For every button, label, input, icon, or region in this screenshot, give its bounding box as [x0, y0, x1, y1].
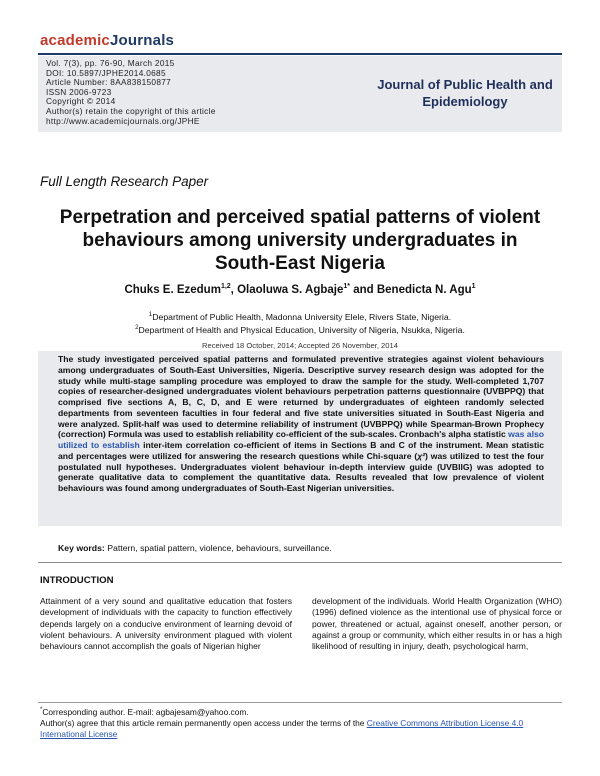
- affiliation: $^2$Department of Health and Physical Education, University of Nigeria, Nsukka, Nigeria.: [135, 324, 465, 335]
- footnote: [40, 705, 562, 740]
- abstract-text: The study investigated perceived spatial patterns and formulated preventive strategies against violent behaviours among undergraduates of South-East Universities, Nigeria. Descriptive survey research design was adopted for the study while multi-stage sampling procedure was employed to draw the sample for the study. Well-completed 1,707 copies of researcher-designed undergraduates violent behaviours perpetration patterns questionnaire (UVBPPQ) that comprised five sections A, B, C, D, and E were returned by undergraduates of eighteen randomly selected departments from seventeen faculties in four federal and five state universities situated in South-East Nigeria and were analyzed. Split-half was used to determine reliability of instrument (UVBPPQ) while Spearman-Brown Prophecy (correction) Formula was used to establish reliability co-efficient of the sub-scales. Cronbach's alpha statistic was also utilized to establish inter-item correlation co-efficient of items in Sections B and C of the instrument. Mean statistic and percentages were utilized for answering the research questions while Chi-square (χ²) was utilized to test the four postulated null hypotheses. Undergraduates violent behaviour in-depth interview guide (UVBIIG) was adopted to generate qualitative data to complement the quantitative data. Results revealed that low prevalence of violent behaviours was found among undergraduates of South-East Nigerian universities.: [58, 354, 544, 493]
- publisher-logo-part-b: Journals: [109, 32, 175, 49]
- paper-type: Full Length Research Paper: [40, 174, 209, 189]
- footnote-divider: [38, 702, 562, 703]
- highlighted-text[interactable]: was also utilized to establish: [58, 429, 544, 450]
- chi-square-symbol: χ²: [417, 450, 426, 461]
- keywords-text: Pattern, spatial pattern, violence, behaviours, surveillance.: [107, 543, 332, 553]
- body-column-left: Attainment of a very sound and qualitative education that fosters development of individuals with the capacity to function effectively depends largely on a conducive environment of learning devoid of violent behaviours. A university environment plagued with violent behaviours cannot accomplish the goals of Nigerian higher: [40, 596, 292, 652]
- affiliation: $^1$Department of Public Health, Madonna University Elele, Rivers State, Nigeria.: [148, 311, 452, 322]
- section-heading-introduction: INTRODUCTION: [40, 575, 114, 586]
- corresponding-author: *Corresponding author. E-mail: agbajesam@yahoo.com.: [40, 706, 249, 717]
- journal-name-line2: Epidemiology: [422, 94, 508, 109]
- title-line: South-East Nigeria: [215, 253, 385, 274]
- author-name: Olaoluwa S. Agbaje: [237, 283, 344, 296]
- license-note: Author(s) agree that this article remain permanently open access under the terms of the Creative Commons Attribution License 4.0 International License: [40, 717, 524, 739]
- meta-copyright: Copyright © 2014: [46, 96, 116, 107]
- journal-name-line1: Journal of Public Health and: [377, 77, 553, 92]
- journal-name: [370, 76, 560, 110]
- meta-doi: DOI: 10.5897/JPHE2014.0685: [46, 67, 166, 78]
- author-affil-sup: 1,2: [220, 283, 231, 290]
- keywords-divider: [38, 562, 562, 563]
- author-conjunction: and: [353, 283, 374, 296]
- header-rule: [38, 53, 562, 55]
- meta-volume: Vol. 7(3), pp. 76-90, March 2015: [46, 58, 175, 68]
- meta-rights: Author(s) retain the copyright of this article: [46, 105, 216, 116]
- body-column-right: development of the individuals. World Health Organization (WHO) (1996) defined violence as the intentional use of physical force or power, threatened or actual, against oneself, another person, or against a group or community, which either results in or has a high likelihood of resulting in injury, death, psychological harm,: [312, 596, 562, 652]
- meta-article-number: Article Number: 8AA838150877: [46, 77, 172, 88]
- meta-issn: ISSN 2006-9723: [46, 86, 112, 97]
- author-affil-sup: 1*: [343, 283, 350, 290]
- publisher-logo-part-a: academic: [40, 32, 110, 49]
- title-line: Perpetration and perceived spatial patterns of violent: [59, 207, 541, 228]
- meta-url[interactable]: http://www.academicjournals.org/JPHE: [46, 115, 200, 126]
- paper-title: [40, 206, 560, 275]
- license-link[interactable]: Creative Commons Attribution License 4.0 International License: [40, 717, 524, 739]
- title-line: behaviours among university undergraduates in: [82, 230, 518, 251]
- publisher-logo: [40, 32, 174, 49]
- keywords: [58, 543, 332, 553]
- author-name: Chuks E. Ezedum: [124, 283, 221, 296]
- author-name: Benedicta N. Agu: [376, 283, 472, 296]
- affiliations: [40, 310, 560, 336]
- author-list: Chuks E. Ezedum$^{1,2}$, Olaoluwa S. Agbaje$^{1*}$ and Benedicta N. Agu$^1$: [124, 283, 476, 296]
- keywords-label: Key words:: [58, 543, 105, 553]
- received-accepted-dates: Received 18 October, 2014; Accepted 26 November, 2014: [202, 341, 398, 350]
- article-metadata: [46, 59, 216, 126]
- author-affil-sup: 1: [471, 283, 476, 290]
